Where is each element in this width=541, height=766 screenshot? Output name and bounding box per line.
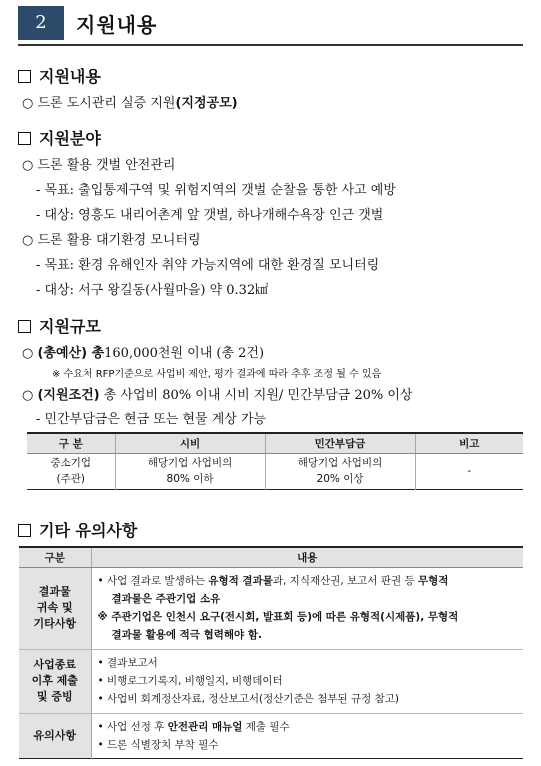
field-item-1-goal: - 목표: 출입통제구역 및 위험지역의 갯벌 순찰을 통한 사고 예방 (36, 183, 396, 198)
cell-line: (주관) (56, 473, 85, 485)
notes-table (19, 546, 523, 759)
item-bold: (총예산) 총 (37, 346, 105, 361)
cell-line: 중소기업 (50, 457, 92, 469)
col-header: 비고 (415, 433, 523, 453)
content-line (98, 572, 518, 590)
heading-text: 지원내용 (39, 67, 101, 86)
content-line: • 결과보고서 (97, 657, 158, 669)
item-text: 총 사업비 80% 이내 시비 지원/ 민간부담금 20% 이상 (99, 388, 413, 403)
table-cell: - (415, 453, 523, 489)
heading-other-notes (18, 518, 137, 541)
content-line: • 사업비 회계정산자료, 정산보고서(정산기준은 첨부된 규정 참고) (97, 693, 399, 705)
field-item-2-target: - 대상: 서구 왕길동(사월마을) 약 0.32㎢ (36, 283, 269, 298)
table-row (27, 453, 523, 489)
item-text: ○ (22, 346, 38, 361)
content-line: • 드론 식별장치 부착 필수 (97, 738, 219, 751)
table-header-row (19, 547, 523, 567)
col-header: 민간부담금 (265, 433, 415, 453)
cell-line: 20% 이상 (316, 473, 364, 485)
table-row (19, 567, 523, 649)
label-line: 결과물 (38, 585, 71, 598)
row-label (19, 567, 91, 649)
table-row (19, 713, 523, 758)
content-line (98, 718, 518, 736)
row-content (91, 649, 523, 713)
section-number: 2 (18, 6, 64, 40)
heading-text: 지원규모 (39, 317, 101, 336)
scale-item-budget (22, 342, 264, 361)
text-bold: 유형적 결과물 (208, 575, 273, 587)
label-line: 사업종료 (33, 658, 76, 671)
table-cell (115, 453, 265, 489)
table-header-row (27, 433, 523, 453)
cell-line: 80% 이하 (166, 473, 214, 485)
table-cell (265, 453, 415, 489)
section-title: 지원내용 (76, 13, 158, 37)
field-item-2: ○ 드론 활용 대기환경 모니터링 (22, 233, 201, 248)
col-header: 시비 (115, 433, 265, 453)
text: • 사업 결과로 발생하는 (97, 575, 209, 587)
content-line (98, 626, 518, 644)
checkbox-square-icon (18, 132, 31, 145)
item-bold: (지원조건) (37, 388, 100, 403)
checkbox-square-icon (18, 524, 31, 537)
section-header (18, 6, 523, 40)
text: 과, 지식재산권, 보고서 판권 등 (272, 575, 418, 587)
text-bold: 결과물 활용에 적극 협력해야 함. (111, 629, 262, 641)
text-bold: 안전관리 매뉴얼 (167, 720, 243, 733)
header-rule (18, 44, 523, 46)
support-content-item (22, 92, 238, 111)
label-line: 기타사항 (33, 617, 76, 630)
label-line: 귀속 및 (36, 601, 73, 614)
item-text: 160,000천원 이내 (총 2건) (104, 346, 265, 361)
row-content (91, 567, 523, 649)
text: 제출 필수 (242, 720, 290, 733)
field-item-1: ○ 드론 활용 갯벌 안전관리 (22, 158, 176, 173)
text: • 사업 선정 후 (97, 720, 168, 733)
content-line: • 비행로그기록지, 비행일지, 비행데이터 (97, 675, 283, 687)
scale-note: ※ 수요처 RFP기준으로 사업비 제안, 평가 결과에 따라 추후 조정 될 수 있음 (52, 369, 382, 380)
table-row (19, 649, 523, 713)
cell-line: 해당기업 사업비의 (147, 457, 233, 469)
col-header: 구분 (19, 547, 91, 567)
label-line: 및 증빙 (36, 690, 73, 703)
row-content (91, 713, 523, 758)
field-item-1-target: - 대상: 영흥도 내리어촌계 앞 갯벌, 하나개해수욕장 인근 갯벌 (36, 208, 384, 223)
heading-text: 기타 유의사항 (39, 521, 138, 540)
heading-support-field (18, 126, 101, 149)
col-header: 내용 (91, 547, 523, 567)
text-bold: 결과물은 주관기업 소유 (111, 593, 221, 605)
heading-support-content (18, 64, 101, 87)
item-text: ○ 드론 도시관리 실증 지원 (22, 96, 176, 111)
scale-item-condition (22, 384, 412, 403)
row-label: 유의사항 (19, 713, 91, 758)
heading-support-scale (18, 314, 101, 337)
content-line (98, 608, 518, 626)
text-bold: ※ 주관기업은 인천시 요구(전시회, 발표회 등)에 따른 유형적(시제품), 무형적 (97, 611, 459, 623)
cell-line: 해당기업 사업비의 (297, 457, 383, 469)
item-text: ○ (22, 388, 38, 403)
text-bold: 무형적 (417, 575, 449, 587)
row-label (19, 649, 91, 713)
item-bold: (지정공모) (175, 96, 238, 111)
heading-text: 지원분야 (39, 129, 101, 148)
scale-item-condition-sub: - 민간부담금은 현금 또는 현물 계상 가능 (36, 412, 267, 427)
budget-table (27, 432, 523, 490)
content-line (98, 590, 518, 608)
label-line: 이후 제출 (31, 674, 78, 687)
table-cell (27, 453, 115, 489)
checkbox-square-icon (18, 70, 31, 83)
checkbox-square-icon (18, 320, 31, 333)
field-item-2-goal: - 목표: 환경 유해인자 취약 가능지역에 대한 환경질 모니터링 (36, 258, 380, 273)
col-header: 구 분 (27, 433, 115, 453)
